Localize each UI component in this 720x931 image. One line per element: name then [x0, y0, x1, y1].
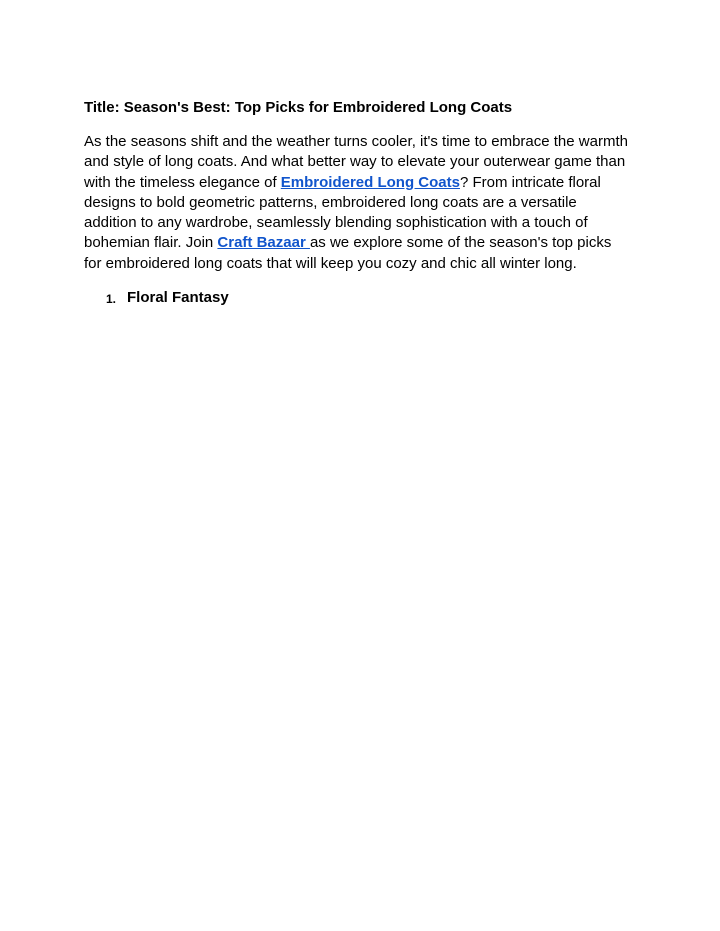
intro-text-part-3: as we explore some of the season's top picks for embroidered long coats that will keep you cozy and chic all winter long.: [84, 234, 612, 272]
document-title: Title: Season's Best: Top Picks for Embroidered Long Coats: [84, 99, 513, 116]
list-item-label: Floral Fantasy: [127, 289, 229, 307]
embroidered-long-coats-link[interactable]: Embroidered Long Coats: [280, 173, 460, 191]
intro-text-part-1: As the seasons shift and the weather turns cooler, it's time to embrace the warmth and style of long coats. And what better way to elevate your outerwear game than with the timeless elegance of: [84, 133, 628, 191]
intro-paragraph: [84, 132, 632, 274]
picks-list: [84, 288, 632, 308]
intro-text-part-2: ? From intricate floral designs to bold geometric patterns, embroidered long coats are a versatile addition to any wardrobe, seamlessly blending sophistication with a touch of bohemian flair. Join: [84, 173, 601, 252]
list-item-number: 1.: [106, 292, 117, 307]
craft-bazaar-link[interactable]: Craft Bazaar: [217, 234, 310, 252]
list-item: [84, 288, 632, 308]
document-body: [84, 98, 632, 308]
